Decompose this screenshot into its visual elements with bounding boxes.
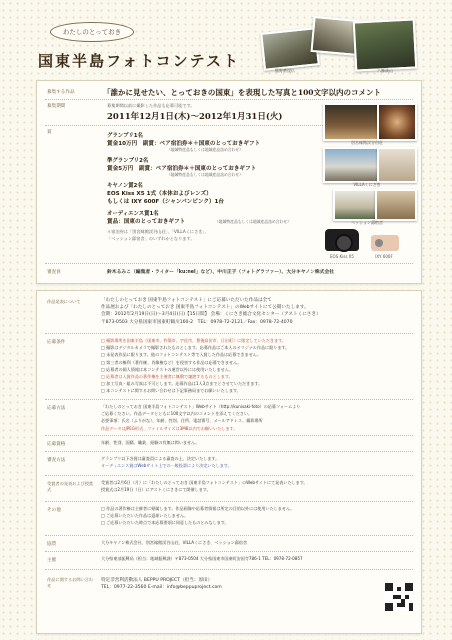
- detail-line: □ ご応募いただいた時点で本応募要項に同意したものとみなします。: [101, 520, 229, 526]
- food-photo: [377, 103, 417, 141]
- detail-label: 協賛: [47, 542, 57, 547]
- photo-caption: ベッション邸宿舎: [351, 220, 383, 225]
- details-card: [36, 290, 422, 634]
- judges-text: 鈴木るみこ（編集者・ライター「ku:nel」など）、中川正子（フォトグラファー）、大分キヤノン株式会社: [107, 270, 335, 275]
- detail-label: 主催: [47, 558, 57, 563]
- detail-line: オーディエンス賞はWebサイト上での一般投票により決定いたします。: [101, 463, 232, 469]
- prize-body: 賞金10万円 副賞：ペア宿泊券＊＋国東のとっておきギフト: [107, 141, 261, 147]
- detail-line: □ ご応募いただいた作品は返却いたしません。: [101, 513, 189, 519]
- prize-note: （地域特産品もしくは地域産品詰め合わせ）: [215, 219, 291, 224]
- photo-caption: 熊野磨崖仏: [275, 68, 295, 73]
- detail-line: 大分県東部振興局（担当：地域振興課）〒873-0504 大分県国東市国東町安国寺786-1 TEL：0978-72-0857: [101, 556, 303, 561]
- detail-line: 必要事項：氏名（ふりがな）、年齢、性別、住所、電話番号、メールアドレス、撮影場所: [101, 418, 263, 424]
- detail-line: 「わたしのとっておき 国東半島フォトコンテスト」にご応募いただいた作品は全て: [101, 298, 272, 303]
- detail-line: □ 作品の著作権は主催者に帰属します。作品画像や応募者情報は所定の目的以外には使用いたしません。: [101, 506, 295, 511]
- detail-line: 特定非営利活動法人 BEPPU PROJECT（担当：原田）: [101, 578, 213, 583]
- detail-label: 応募資格: [47, 442, 66, 447]
- detail-line: 〒873-0503 大分県国東市国東町鶴川160-2 TEL：0978-72-2121／Fax：0978-72-4070: [101, 319, 293, 325]
- photo-caption: VILLAくにさき: [353, 182, 381, 187]
- period-note: 募集期間以前に撮影した作品も応募可能です。: [107, 103, 195, 108]
- photo-caption: 六郷満山: [377, 68, 393, 73]
- detail-label: その他: [47, 508, 61, 513]
- villa-photo: [323, 147, 379, 183]
- detail-label: 受賞者の発表および授賞式: [47, 481, 94, 492]
- qr-code[interactable]: [385, 583, 413, 611]
- pension-photo: [333, 189, 377, 221]
- prize-note: （地域特産品もしくは地域産品詰め合わせ）: [167, 147, 243, 152]
- detail-line: □ 未発表作品に限ります。他のフォトコンテスト等で入賞した作品は応募できません。: [101, 352, 262, 358]
- detail-line: 作品展および「わたしのとっておき 国東半島フォトコンテスト」のWebサイトにて公開いたします。: [101, 305, 309, 311]
- theme-text: 「誰かに見せたい、とっておきの国東」を表現した写真と100文字以内のコメント: [103, 88, 382, 97]
- prize-title: キヤノン賞2名: [107, 183, 143, 189]
- subtitle-badge: わたしのとっておき: [50, 22, 134, 42]
- detail-label: 審査方法: [47, 458, 66, 463]
- ixy-camera-image: [371, 235, 399, 251]
- detail-line: 受賞者は2月6日（月）に「わたしのとっておき 国東半島フォトコンテスト」のWebサイトにて発表いたします。: [101, 480, 308, 485]
- detail-line: 会期：2012年2月19日(日)～3月4日(日)【15日間】 会場：くにさき総合文化センター（アストくにさき）: [101, 312, 321, 318]
- detail-line: 年齢、性別、国籍、職業、経験の有無は問いません。: [101, 440, 200, 445]
- detail-line: ご応募ください。作品データとともに100文字以内のコメントを添えてください。: [101, 411, 253, 417]
- prize-title: オーディエンス賞1名: [107, 211, 159, 217]
- page-title: 国東半島フォトコンテスト: [38, 52, 241, 70]
- detail-line: 作品データはJPEG形式、ファイルサイズは3MB以内でお願いいたします。: [101, 425, 238, 431]
- detail-line: □ 第三者の権利（著作権、肖像権など）を侵害する作品は応募できません。: [101, 359, 242, 365]
- prize-body: 賞金5万円 副賞：ペア宿泊券＊＋国東のとっておきギフト: [107, 166, 257, 172]
- detail-line: □ 本コンテストに関するお問い合わせは下記事務局までお願いいたします。: [101, 388, 241, 394]
- prize-body: 賞品：国東のとっておきギフト: [107, 219, 186, 225]
- detail-line: □ 応募者の個人情報は本コンテストの運営以外には使用いたしません。: [101, 366, 234, 372]
- detail-line: TEL：0977-22-3560 E-mail：info@beppuproject.com: [101, 585, 222, 591]
- detail-line: □ 撮影場所を国東半島（国東市、杵築市、宇佐市、豊後高田市、日出町）に限定していただきます。: [101, 338, 286, 343]
- prize-title: 準グランプリ2名: [107, 158, 149, 164]
- detail-line: □ 加工写真・組み写真は不可とします。応募作品は1人3点までとさせていただきます。: [101, 381, 263, 387]
- forest-buddha-photo: [353, 18, 418, 71]
- period-label: 募集期間: [47, 104, 66, 109]
- theme-label: 募集する作品: [47, 90, 75, 95]
- camera-caption: IXY 600F: [375, 254, 393, 259]
- eos-camera-image: [325, 229, 359, 251]
- detail-line: グランプリ以下各賞は審査員による審査の上、決定いたします。: [101, 456, 220, 461]
- prize-body: EOS Kiss X5 1式（本体およびレンズ）: [107, 191, 212, 197]
- detail-line: 大分キヤノン株式会社、別宮縁館渓谷山荘、VILLAくにさき、ベッション邸宿舎: [101, 540, 248, 545]
- prize-title: グランプリ1名: [107, 133, 143, 139]
- room-photo: [377, 147, 417, 183]
- lodge-photo: [323, 103, 379, 141]
- detail-label: 応募方法: [47, 406, 66, 411]
- detail-line: 授賞式は2月19日（日）にアストくにさきにて開催します。: [101, 487, 211, 493]
- judges-label: 審査員: [47, 270, 61, 275]
- detail-line: □ 応募者は入賞作品の著作権を主催者に無償で譲渡するものとします。: [101, 374, 233, 380]
- prize-note: （地域特産品もしくは地域産品詰め合わせ）: [167, 172, 243, 177]
- period-text: 2011年12月1日(木)～2012年1月31日(火): [107, 112, 283, 122]
- prize-footnote: ＊宿泊券は「別宮縁館渓谷山荘」、「VILLAくにさき」、: [107, 229, 209, 234]
- interior-photo: [375, 189, 417, 221]
- info-card: [36, 80, 422, 284]
- prizes-label: 賞: [47, 130, 52, 135]
- detail-label: 応募条件: [47, 340, 66, 345]
- detail-label: 作品発表について: [47, 299, 81, 304]
- detail-label: 作品に関するお問い合わせ: [47, 577, 94, 588]
- camera-caption: EOS Kiss X5: [330, 254, 354, 259]
- photo-caption: 別宮縁館渓谷山荘: [351, 140, 383, 145]
- detail-line: □ 撮影はデジタルカメラで撮影されたものとします。応募作品はご本人のオリジナル作品に限ります。: [101, 345, 290, 351]
- detail-line: 「わたしのとっておき 国東半島フォトコンテスト」Webサイト（http://kunisaki-foto）の応募フォームより: [101, 404, 301, 409]
- prize-footnote: 「ベッション邸宿舎」のいずれかとなります。: [107, 236, 195, 241]
- prize-body-alt: もしくは IXY 600F（シャンパンピンク）1台: [107, 199, 225, 205]
